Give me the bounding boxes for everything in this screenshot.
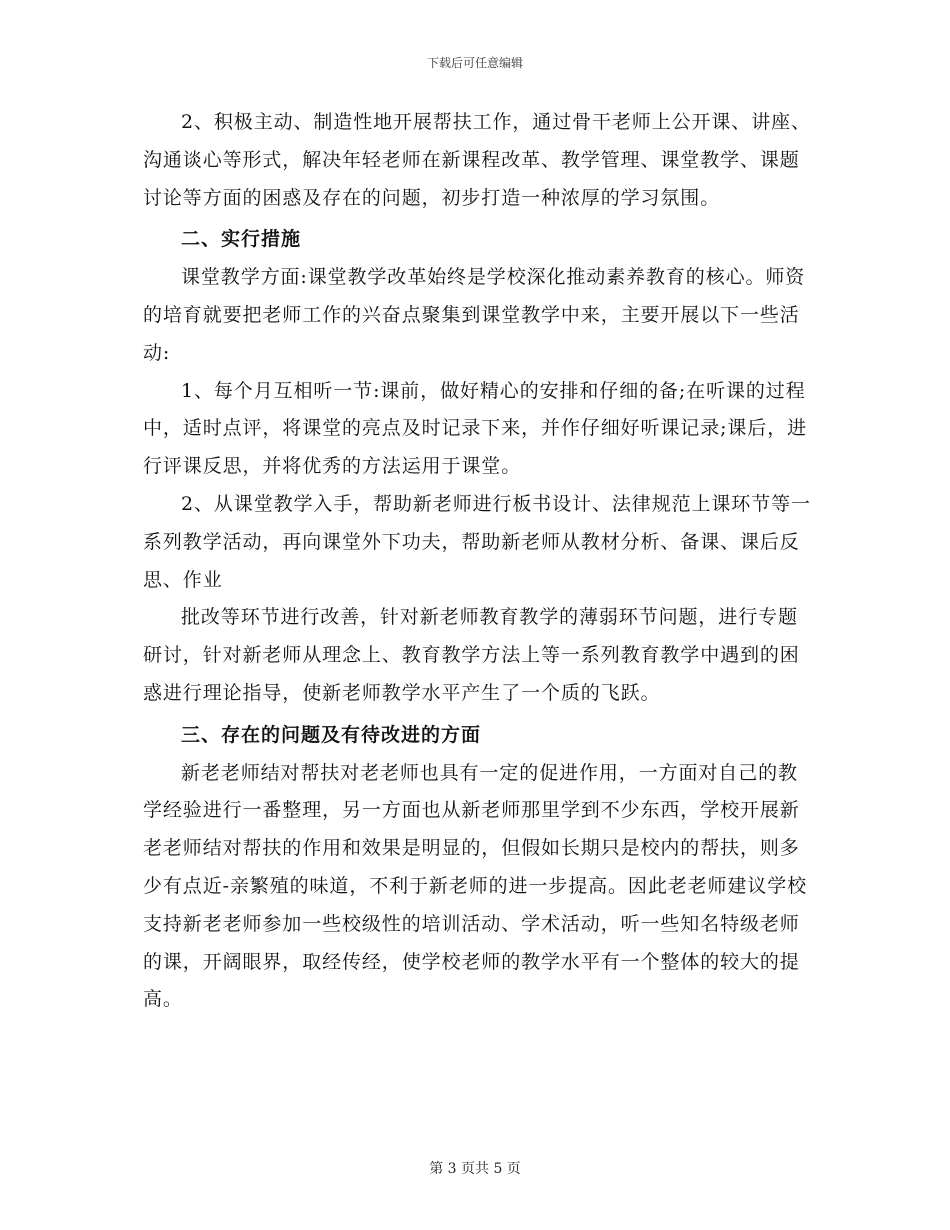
paragraph-help-work: 2、积极主动、制造性地开展帮扶工作，通过骨干老师上公开课、讲座、沟通谈心等形式，解决年轻老师在新课程改革、教学管理、课堂教学、课题讨论等方面的困惑及存在的问题，初步打造一种浓厚的学习氛围。 [143,111,811,209]
paragraph-correction-improve: 批改等环节进行改善，针对新老师教育教学的薄弱环节问题，进行专题研讨，针对新老师从理念上、教育教学方法上等一系列教育教学中遇到的困惑进行理论指导，使新老师教学水平产生了一个质的飞跃。 [143,606,800,704]
paragraph-classroom-teaching: 课堂教学方面:课堂教学改革始终是学校深化推动素养教育的核心。师资的培育就要把老师工作的兴奋点聚集到课堂教学中来，主要开展以下一些活动: [143,266,806,364]
page-number: 第 3 页共 5 页 [429,1161,521,1177]
paragraph-from-classroom: 2、从课堂教学入手，帮助新老师进行板书设计、法律规范上课环节等一系列教学活动，再向课堂外下功夫，帮助新老师从教材分析、备课、课后反思、作业 [143,492,811,591]
paragraph-monthly-listening: 1、每个月互相听一节:课前，做好精心的安排和仔细的备;在听课的过程中，适时点评，将课堂的亮点及时记录下来，并作仔细好听课记录;课后，进行评课反思，并将优秀的方法运用于课堂。 [143,379,808,478]
paragraph-mentoring-effect: 新老老师结对帮扶对老老师也具有一定的促进作用，一方面对自己的教学经验进行一番整理，另一方面也从新老师那里学到不少东西，学校开展新老老师结对帮扶的作用和效果是明显的，但假如长期只是校内的帮扶，则多少有点近-亲繁殖的味道，不利于新老师的进一步提高。因此老老师建议学校支持新老老师参加一些校级性的培训活动、学术活动，听一些知名特级老师的课，开阔眼界，取经传经，使学校老师的教学水平有一个整体的较大的提高。 [143,761,808,1011]
page-header-note: 下载后可任意编辑 [426,56,523,70]
section-heading-measures: 二、实行措施 [181,228,302,251]
section-heading-problems: 三、存在的问题及有待改进的方面 [181,723,482,746]
document-body [143,104,815,1019]
